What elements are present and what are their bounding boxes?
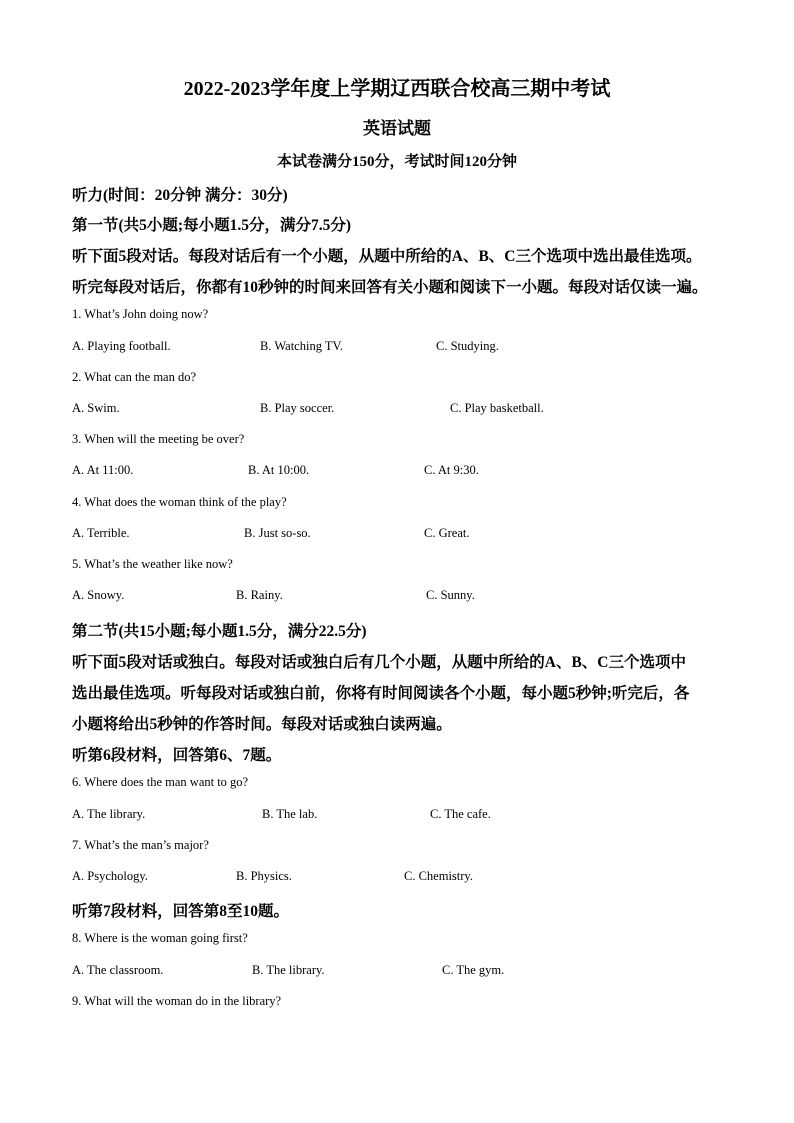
option-c: C. Great.: [424, 526, 470, 540]
question-stem: 7. What’s the man’s major?: [72, 838, 209, 852]
option-b: B. Physics.: [236, 869, 292, 883]
question-stem: 4. What does the woman think of the play?: [72, 495, 287, 509]
option-a: A. Snowy.: [72, 588, 125, 602]
option-c: C. Sunny.: [426, 588, 475, 602]
section1-instruction-1: 听下面5段对话。每段对话后有一个小题，从题中所给的A、B、C三个选项中选出最佳选项。: [72, 248, 702, 265]
option-b: B. Rainy.: [236, 588, 283, 602]
material-6-heading: 听第6段材料，回答第6、7题。: [72, 747, 282, 764]
option-b: B. Watching TV.: [260, 339, 344, 353]
section2-instruction-1: 听下面5段对话或独白。每段对话或独白后有几个小题，从题中所给的A、B、C三个选项中: [72, 654, 686, 671]
material-7-heading: 听第7段材料，回答第8至10题。: [72, 903, 290, 920]
question-stem: 5. What’s the weather like now?: [72, 557, 233, 571]
option-a: A. The classroom.: [72, 963, 164, 977]
exam-title: 2022-2023学年度上学期辽西联合校高三期中考试: [183, 78, 611, 100]
option-a: A. Terrible.: [72, 526, 130, 540]
option-b: B. Just so-so.: [244, 526, 311, 540]
exam-info: 本试卷满分150分，考试时间120分钟: [276, 154, 517, 170]
option-c: C. The cafe.: [430, 807, 491, 821]
question-stem: 3. When will the meeting be over?: [72, 432, 245, 446]
option-a: A. Playing football.: [72, 339, 171, 353]
option-a: A. At 11:00.: [72, 463, 134, 477]
option-b: B. The library.: [252, 963, 325, 977]
subject-title: 英语试题: [363, 119, 431, 138]
question-stem: 6. Where does the man want to go?: [72, 775, 249, 789]
option-c: C. Chemistry.: [404, 869, 473, 883]
question-stem: 8. Where is the woman going first?: [72, 931, 248, 945]
option-b: B. At 10:00.: [248, 463, 310, 477]
option-b: B. Play soccer.: [260, 401, 335, 415]
listening-heading: 听力(时间：20分钟 满分：30分): [72, 187, 288, 204]
section1-instruction-2: 听完每段对话后，你都有10秒钟的时间来回答有关小题和阅读下一小题。每段对话仅读一遍。: [72, 279, 708, 296]
option-a: A. The library.: [72, 807, 146, 821]
section2-heading: 第二节(共15小题;每小题1.5分，满分22.5分): [72, 623, 367, 640]
option-c: C. Studying.: [436, 339, 499, 353]
question-stem: 1. What’s John doing now?: [72, 307, 209, 321]
option-b: B. The lab.: [262, 807, 318, 821]
section2-instruction-3: 小题将给出5秒钟的作答时间。每段对话或独白读两遍。: [72, 716, 452, 733]
section2-instruction-2: 选出最佳选项。听每段对话或独白前，你将有时间阅读各个小题，每小题5秒钟;听完后，各: [72, 685, 690, 702]
option-c: C. Play basketball.: [450, 401, 544, 415]
question-stem: 9. What will the woman do in the library?: [72, 994, 282, 1008]
option-c: C. The gym.: [442, 963, 505, 977]
option-a: A. Psychology.: [72, 869, 148, 883]
option-c: C. At 9:30.: [424, 463, 479, 477]
option-a: A. Swim.: [72, 401, 120, 415]
section1-heading: 第一节(共5小题;每小题1.5分，满分7.5分): [72, 217, 351, 234]
question-stem: 2. What can the man do?: [72, 370, 197, 384]
